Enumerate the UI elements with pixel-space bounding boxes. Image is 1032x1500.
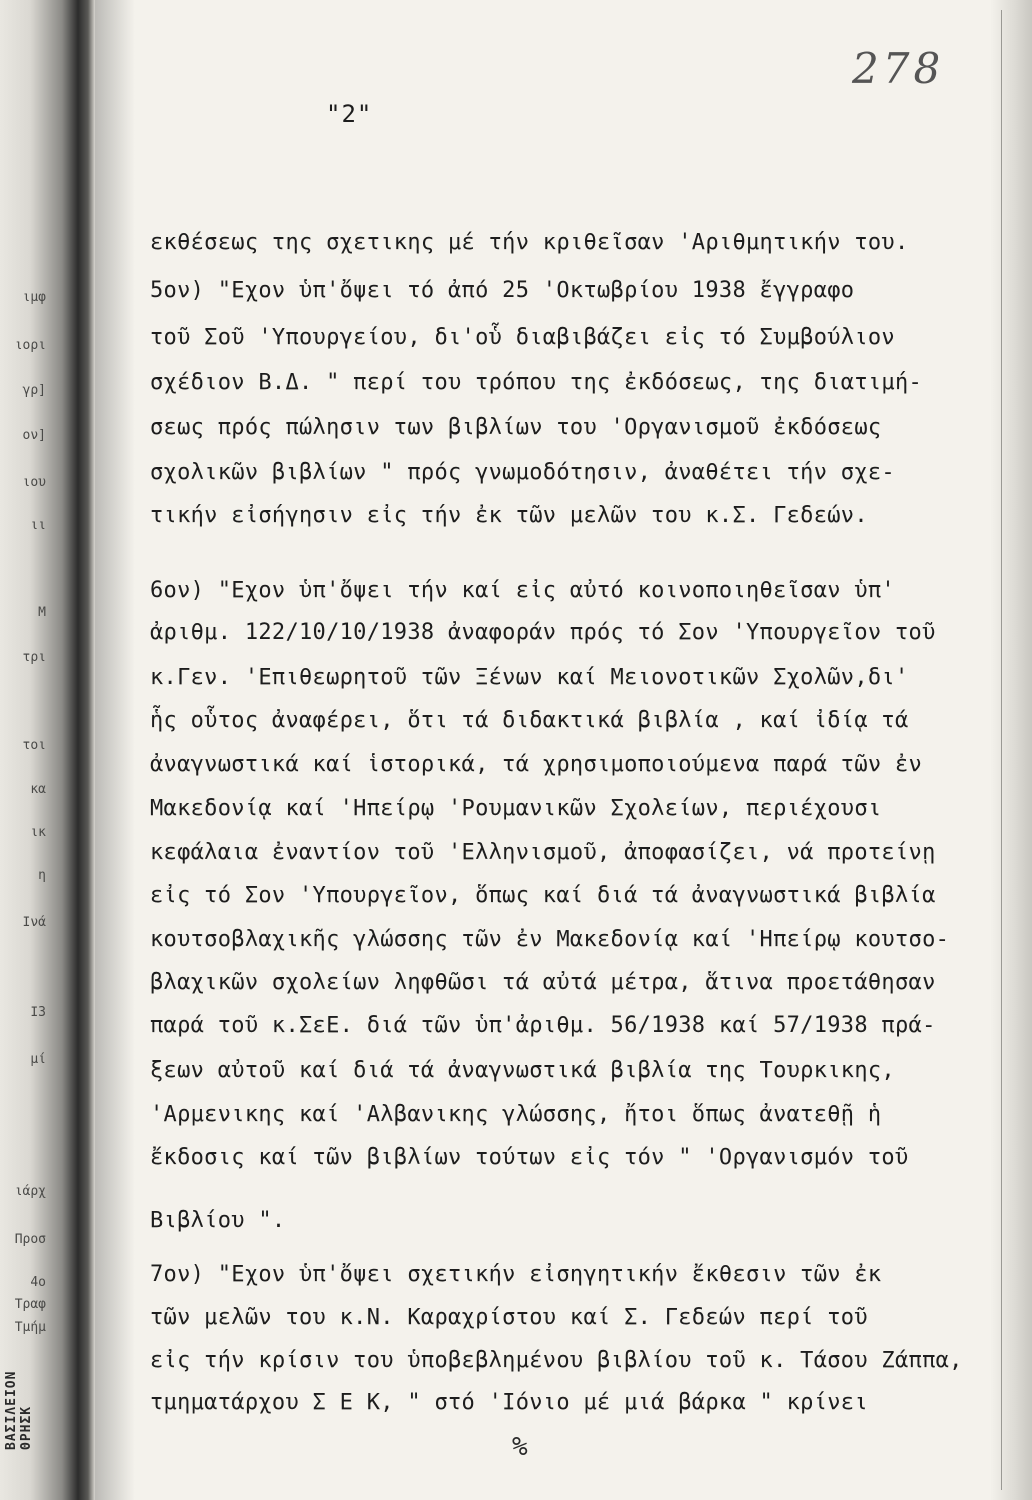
text-line: βλαχικῶν σχολείων ληφθῶσι τά αὐτά μέτρα, ἅτινα προετάθησαν — [150, 970, 936, 995]
text-line: εκθέσεως της σχετικης μέ τήν κριθεῖσαν 'Αριθμητικήν του. — [150, 230, 909, 255]
text-line: τμηματάρχου Σ Ε Κ, " στό 'Ιόνιο μέ μιά βάρκα " κρίνει — [150, 1390, 868, 1415]
page-edge-line — [1001, 10, 1002, 1490]
text-line: εἰς τήν κρίσιν του ὑποβεβλημένου βιβλίου τοῦ κ. Τάσου Ζάππα, — [150, 1348, 963, 1373]
margin-fragment: κα — [30, 782, 46, 797]
text-line: σχολικῶν βιβλίων " πρός γνωμοδότησιν, ἀναθέτει τήν σχε- — [150, 460, 895, 485]
margin-fragment: ιι — [30, 518, 46, 533]
margin-fragment: ιου — [22, 475, 46, 490]
text-line: σχέδιον Β.Δ. " περί του τρόπου της ἐκδόσεως, της διατιμή- — [150, 370, 923, 395]
margin-fragment: Τμήμ — [14, 1320, 46, 1335]
text-line: τῶν μελῶν του κ.Ν. Καραχρίστου καί Σ. Γεδεών περί τοῦ — [150, 1305, 868, 1330]
text-line: 6ον) "Εχον ὑπ'ὄψει τήν καί εἰς αὐτό κοινοποιηθεῖσαν ὑπ' — [150, 578, 895, 603]
margin-fragment: 4ο — [30, 1275, 46, 1290]
text-line: τοῦ Σοῦ 'Υπουργείου, δι'οὗ διαβιβάζει εἰς τό Συμβούλιον — [150, 325, 895, 350]
text-line: κουτσοβλαχικῆς γλώσσης τῶν ἐν Μακεδονίᾳ καί 'Ηπείρῳ κουτσο- — [150, 927, 950, 952]
margin-fragment: Ι3 — [30, 1005, 46, 1020]
margin-fragment: μί — [30, 1052, 46, 1067]
text-line: ἀριθμ. 122/10/10/1938 ἀναφοράν πρός τό Σον 'Υπουργεῖον τοῦ — [150, 620, 936, 645]
text-line: εἰς τό Σον 'Υπουργεῖον, ὅπως καί διά τά ἀναγνωστικά βιβλία — [150, 883, 936, 908]
margin-fragment: Τραφ — [14, 1297, 46, 1312]
margin-fragment: ιορι — [14, 338, 46, 353]
text-line: 7ον) "Εχον ὑπ'ὄψει σχετικήν εἰσηγητικήν ἔκθεσιν τῶν ἐκ — [150, 1262, 882, 1287]
margin-fragment: ιάρχ — [14, 1184, 46, 1199]
text-line: κεφάλαια ἐναντίον τοῦ 'Ελληνισμοῦ, ἀποφασίζει, νά προτείνῃ — [150, 840, 936, 865]
margin-fragment: η — [38, 868, 46, 883]
margin-fragment: ιμφ — [22, 290, 46, 305]
margin-fragment: Μ — [38, 605, 46, 620]
text-line: ἔκδοσις καί τῶν βιβλίων τούτων εἰς τόν " 'Οργανισμόν τοῦ — [150, 1145, 909, 1170]
text-line: τικήν εἰσήγησιν εἰς τήν ἐκ τῶν μελῶν του κ.Σ. Γεδεών. — [150, 503, 868, 528]
binding-shadow — [95, 0, 135, 1500]
margin-fragment: ικ — [30, 825, 46, 840]
margin-fragment: Ινά — [22, 915, 46, 930]
text-line: 'Αρμενικης καί 'Αλβανικης γλώσσης, ἤτοι ὅπως ἀνατεθῇ ἡ — [150, 1102, 882, 1127]
margin-fragment: τοι — [22, 738, 46, 753]
page-mark: "2" — [326, 100, 373, 128]
text-line: παρά τοῦ κ.ΣεΕ. διά τῶν ὑπ'ἀριθμ. 56/1938 καί 57/1938 πρά- — [150, 1013, 936, 1038]
text-line: Μακεδονίᾳ καί 'Ηπείρῳ 'Ρουμανικῶν Σχολείων, περιέχουσι — [150, 796, 882, 821]
text-line: 5ον) "Εχον ὑπ'ὄψει τό ἀπό 25 'Οκτωβρίου 1938 ἔγγραφο — [150, 278, 855, 303]
text-line: σεως πρός πώλησιν των βιβλίων του 'Οργανισμοῦ ἐκδόσεως — [150, 415, 882, 440]
text-line: ξεων αὐτοῦ καί διά τά ἀναγνωστικά βιβλία της Τουρκικης, — [150, 1058, 895, 1083]
text-line: ἧς οὗτος ἀναφέρει, ὅτι τά διδακτικά βιβλία , καί ἰδίᾳ τά — [150, 708, 909, 733]
page-right-edge — [990, 0, 1032, 1500]
text-line: Βιβλίου ". — [150, 1208, 286, 1233]
margin-fragment: Προσ — [14, 1232, 46, 1247]
margin-fragment: τρι — [22, 650, 46, 665]
continuation-mark: % — [512, 1432, 528, 1462]
margin-fragment: ον] — [22, 428, 46, 443]
text-line: ἀναγνωστικά καί ἱστορικά, τά χρησιμοποιούμενα παρά τῶν ἐν — [150, 752, 923, 777]
spine-stamp: ΒΑΣΙΛΕΙΟΝ ΘΡΗΣΚ — [4, 1370, 34, 1450]
text-line: κ.Γεν. 'Επιθεωρητοῦ τῶν Ξένων καί Μειονοτικῶν Σχολῶν,δι' — [150, 665, 909, 690]
margin-fragment: γρ] — [22, 383, 46, 398]
folio-number: 278 — [852, 44, 945, 93]
